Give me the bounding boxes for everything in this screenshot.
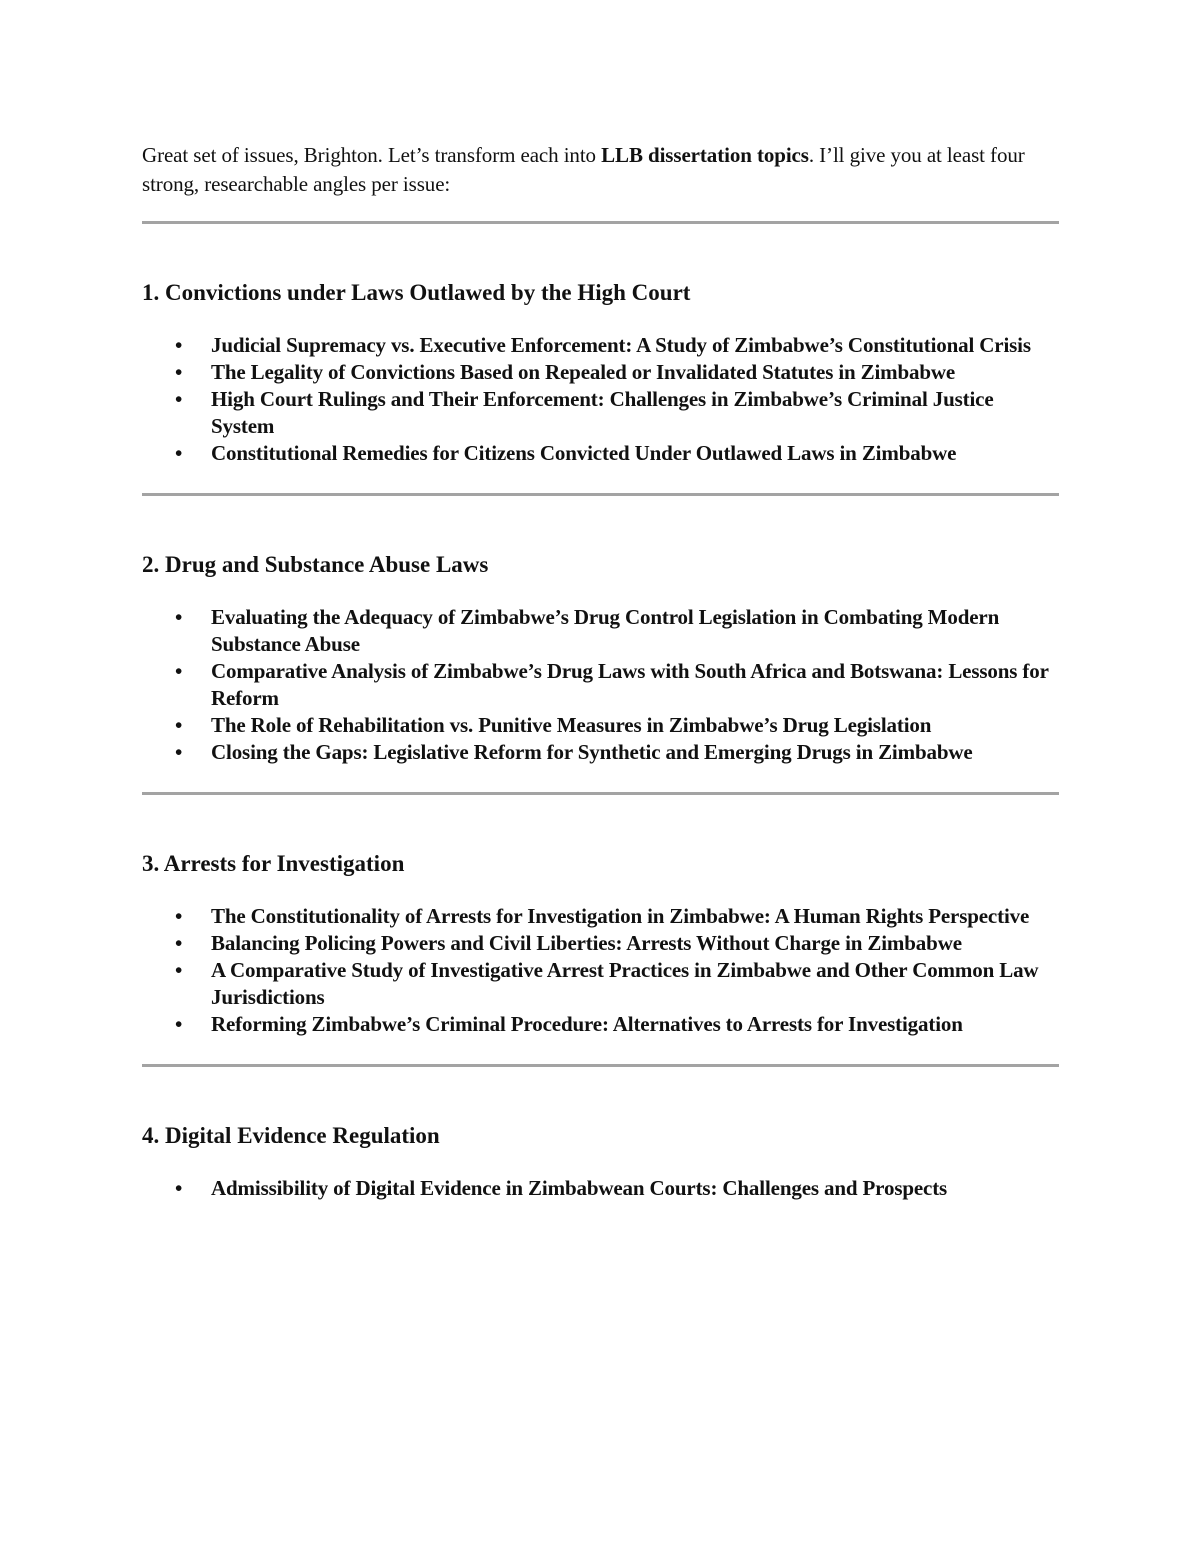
bullet-icon: • bbox=[175, 713, 183, 737]
section-4 bbox=[142, 1121, 1059, 1202]
topic-text: Closing the Gaps: Legislative Reform for Synthetic and Emerging Drugs in Zimbabwe bbox=[211, 740, 973, 764]
topic-text: Judicial Supremacy vs. Executive Enforcement: A Study of Zimbabwe’s Constitutional Crisis bbox=[211, 333, 1031, 357]
topic-text: Comparative Analysis of Zimbabwe’s Drug Laws with South Africa and Botswana: Lessons for Reform bbox=[211, 659, 1049, 710]
topic-list bbox=[142, 903, 1059, 1038]
bullet-icon: • bbox=[175, 958, 183, 982]
bullet-icon: • bbox=[175, 740, 183, 764]
topic-text: High Court Rulings and Their Enforcement: Challenges in Zimbabwe’s Criminal Justice System bbox=[211, 387, 994, 438]
topic-text: Reforming Zimbabwe’s Criminal Procedure: Alternatives to Arrests for Investigation bbox=[211, 1012, 963, 1036]
bullet-icon: • bbox=[175, 360, 183, 384]
horizontal-rule bbox=[142, 493, 1059, 496]
list-item bbox=[142, 903, 1059, 930]
topic-text: The Role of Rehabilitation vs. Punitive Measures in Zimbabwe’s Drug Legislation bbox=[211, 713, 932, 737]
topic-list bbox=[142, 604, 1059, 766]
list-item bbox=[142, 957, 1059, 1011]
section-3 bbox=[142, 849, 1059, 1067]
list-item bbox=[142, 386, 1059, 440]
horizontal-rule bbox=[142, 1064, 1059, 1067]
list-item bbox=[142, 712, 1059, 739]
list-item bbox=[142, 604, 1059, 658]
topic-text: The Legality of Convictions Based on Repealed or Invalidated Statutes in Zimbabwe bbox=[211, 360, 956, 384]
section-heading: 4. Digital Evidence Regulation bbox=[142, 1123, 440, 1148]
list-item bbox=[142, 440, 1059, 467]
intro-paragraph bbox=[142, 141, 1059, 199]
section-2 bbox=[142, 550, 1059, 795]
section-heading: 1. Convictions under Laws Outlawed by the High Court bbox=[142, 280, 691, 305]
topic-text: Admissibility of Digital Evidence in Zimbabwean Courts: Challenges and Prospects bbox=[211, 1176, 948, 1200]
topic-text: Constitutional Remedies for Citizens Convicted Under Outlawed Laws in Zimbabwe bbox=[211, 441, 957, 465]
horizontal-rule bbox=[142, 221, 1059, 224]
bullet-icon: • bbox=[175, 387, 183, 411]
bullet-icon: • bbox=[175, 1176, 183, 1200]
list-item bbox=[142, 332, 1059, 359]
bullet-icon: • bbox=[175, 605, 183, 629]
bullet-icon: • bbox=[175, 1012, 183, 1036]
list-item bbox=[142, 930, 1059, 957]
list-item bbox=[142, 1011, 1059, 1038]
section-1 bbox=[142, 278, 1059, 496]
list-item bbox=[142, 658, 1059, 712]
document-page bbox=[142, 141, 1059, 1202]
topic-text: The Constitutionality of Arrests for Investigation in Zimbabwe: A Human Rights Perspective bbox=[211, 904, 1030, 928]
intro-text-start: Great set of issues, Brighton. Let’s transform each into bbox=[142, 143, 602, 167]
topic-list bbox=[142, 1175, 1059, 1202]
bullet-icon: • bbox=[175, 659, 183, 683]
list-item bbox=[142, 1175, 1059, 1202]
intro-text-end: . I’ll give you at least four strong, researchable angles per issue: bbox=[142, 143, 1025, 196]
topic-text: A Comparative Study of Investigative Arrest Practices in Zimbabwe and Other Common Law Jurisdictions bbox=[211, 958, 1039, 1009]
section-heading: 2. Drug and Substance Abuse Laws bbox=[142, 552, 489, 577]
topic-text: Balancing Policing Powers and Civil Liberties: Arrests Without Charge in Zimbabwe bbox=[211, 931, 962, 955]
list-item bbox=[142, 359, 1059, 386]
topic-list bbox=[142, 332, 1059, 467]
section-heading: 3. Arrests for Investigation bbox=[142, 851, 405, 876]
bullet-icon: • bbox=[175, 904, 183, 928]
list-item bbox=[142, 739, 1059, 766]
bullet-icon: • bbox=[175, 441, 183, 465]
bullet-icon: • bbox=[175, 333, 183, 357]
intro-bold-phrase: LLB dissertation topics bbox=[601, 143, 809, 167]
bullet-icon: • bbox=[175, 931, 183, 955]
horizontal-rule bbox=[142, 792, 1059, 795]
topic-text: Evaluating the Adequacy of Zimbabwe’s Drug Control Legislation in Combating Modern Substance Abuse bbox=[211, 605, 1000, 656]
